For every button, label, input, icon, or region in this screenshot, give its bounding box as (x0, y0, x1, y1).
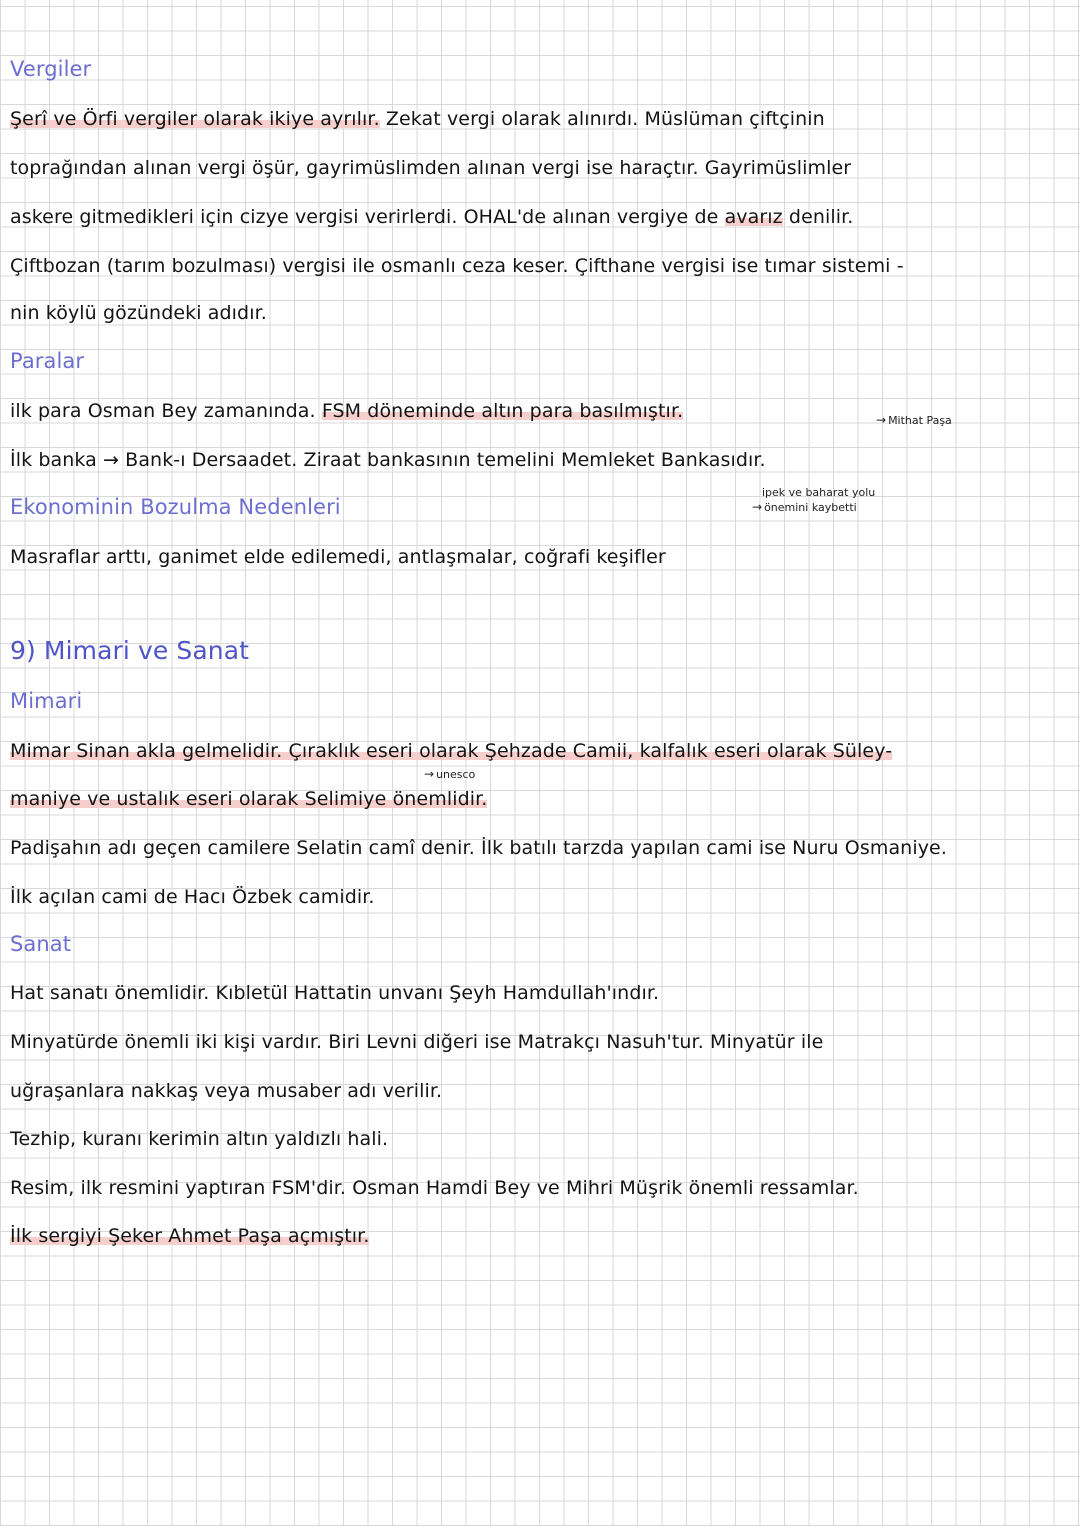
text: Zekat vergi olarak alınırdı. Müslüman çiftçinin (379, 108, 825, 130)
text: Mithat Paşa (888, 414, 952, 427)
mimari-line-3: Padişahın adı geçen camilere Selatin camî denir. İlk batılı tarzda yapılan cami ise Nuru Osmaniye. (10, 837, 947, 859)
heading-vergiler: Vergiler (10, 57, 92, 81)
text: denilir. (782, 206, 854, 228)
highlight: avarız (724, 206, 783, 228)
heading-paralar: Paralar (10, 349, 85, 373)
text: askere gitmedikleri için cizye vergisi verirlerdi. OHAL'de alınan vergiye de (10, 206, 725, 228)
highlight: FSM döneminde altın para basılmıştır. (321, 400, 684, 422)
right-arrow-icon: → (876, 413, 887, 427)
annotation-mithat-pasa (876, 414, 952, 427)
mimari-line-2 (10, 786, 1074, 812)
section-mimari-sanat: 9) Mimari ve Sanat (10, 636, 250, 665)
sanat-line-1: Hat sanatı önemlidir. Kıbletül Hattatin unvanı Şeyh Hamdullah'ındır. (10, 982, 660, 1004)
text: unesco (436, 768, 476, 781)
heading-sanat: Sanat (10, 932, 72, 956)
text: önemini kaybetti (764, 501, 857, 514)
highlight: İlk sergiyi Şeker Ahmet Paşa açmıştır. (10, 1225, 370, 1247)
heading-mimari: Mimari (10, 689, 83, 713)
vergiler-line-5: nin köylü gözündeki adıdır. (10, 302, 267, 324)
vergiler-line-3 (10, 204, 1074, 230)
highlight: Mimar Sinan akla gelmelidir. Çıraklık eseri olarak Şehzade Camii, kalfalık eseri olarak Süley- (10, 740, 893, 762)
sanat-line-6 (10, 1223, 1074, 1249)
sanat-line-5: Resim, ilk resmini yaptıran FSM'dir. Osman Hamdi Bey ve Mihri Müşrik önemli ressamlar. (10, 1177, 859, 1199)
highlight: Şerî ve Örfi vergiler olarak ikiye ayrılır. (10, 108, 380, 130)
paralar-line-2: İlk banka → Bank-ı Dersaadet. Ziraat bankasının temelini Memleket Bankasıdır. (10, 449, 766, 471)
vergiler-line-4: Çiftbozan (tarım bozulması) vergisi ile osmanlı ceza keser. Çifthane vergisi ise tımar sistemi - (10, 255, 904, 277)
vergiler-line-2: toprağından alınan vergi öşür, gayrimüslimden alınan vergi ise haraçtır. Gayrimüslimler (10, 157, 852, 179)
ekonomi-line-1: Masraflar arttı, ganimet elde edilemedi, antlaşmalar, coğrafi keşifler (10, 546, 666, 568)
sanat-line-4: Tezhip, kuranı kerimin altın yaldızlı hali. (10, 1128, 389, 1150)
heading-ekonomi: Ekonominin Bozulma Nedenleri (10, 495, 341, 519)
annotation-onemini (752, 501, 857, 514)
annotation-ipek-yolu: ipek ve baharat yolu (762, 486, 876, 499)
mimari-line-4: İlk açılan cami de Hacı Özbek camidir. (10, 886, 375, 908)
highlight: maniye ve ustalık eseri olarak Selimiye önemlidir. (10, 788, 488, 810)
text: ilk para Osman Bey zamanında. (10, 400, 322, 422)
sanat-line-3: uğraşanlara nakkaş veya musaber adı verilir. (10, 1080, 443, 1102)
annotation-unesco (424, 768, 475, 781)
vergiler-line-1 (10, 106, 1074, 132)
sanat-line-2: Minyatürde önemli iki kişi vardır. Biri Levni diğeri ise Matrakçı Nasuh'tur. Minyatür ile (10, 1031, 824, 1053)
right-arrow-icon: → (424, 767, 435, 781)
right-arrow-icon: → (752, 500, 763, 514)
mimari-line-1 (10, 738, 1074, 764)
